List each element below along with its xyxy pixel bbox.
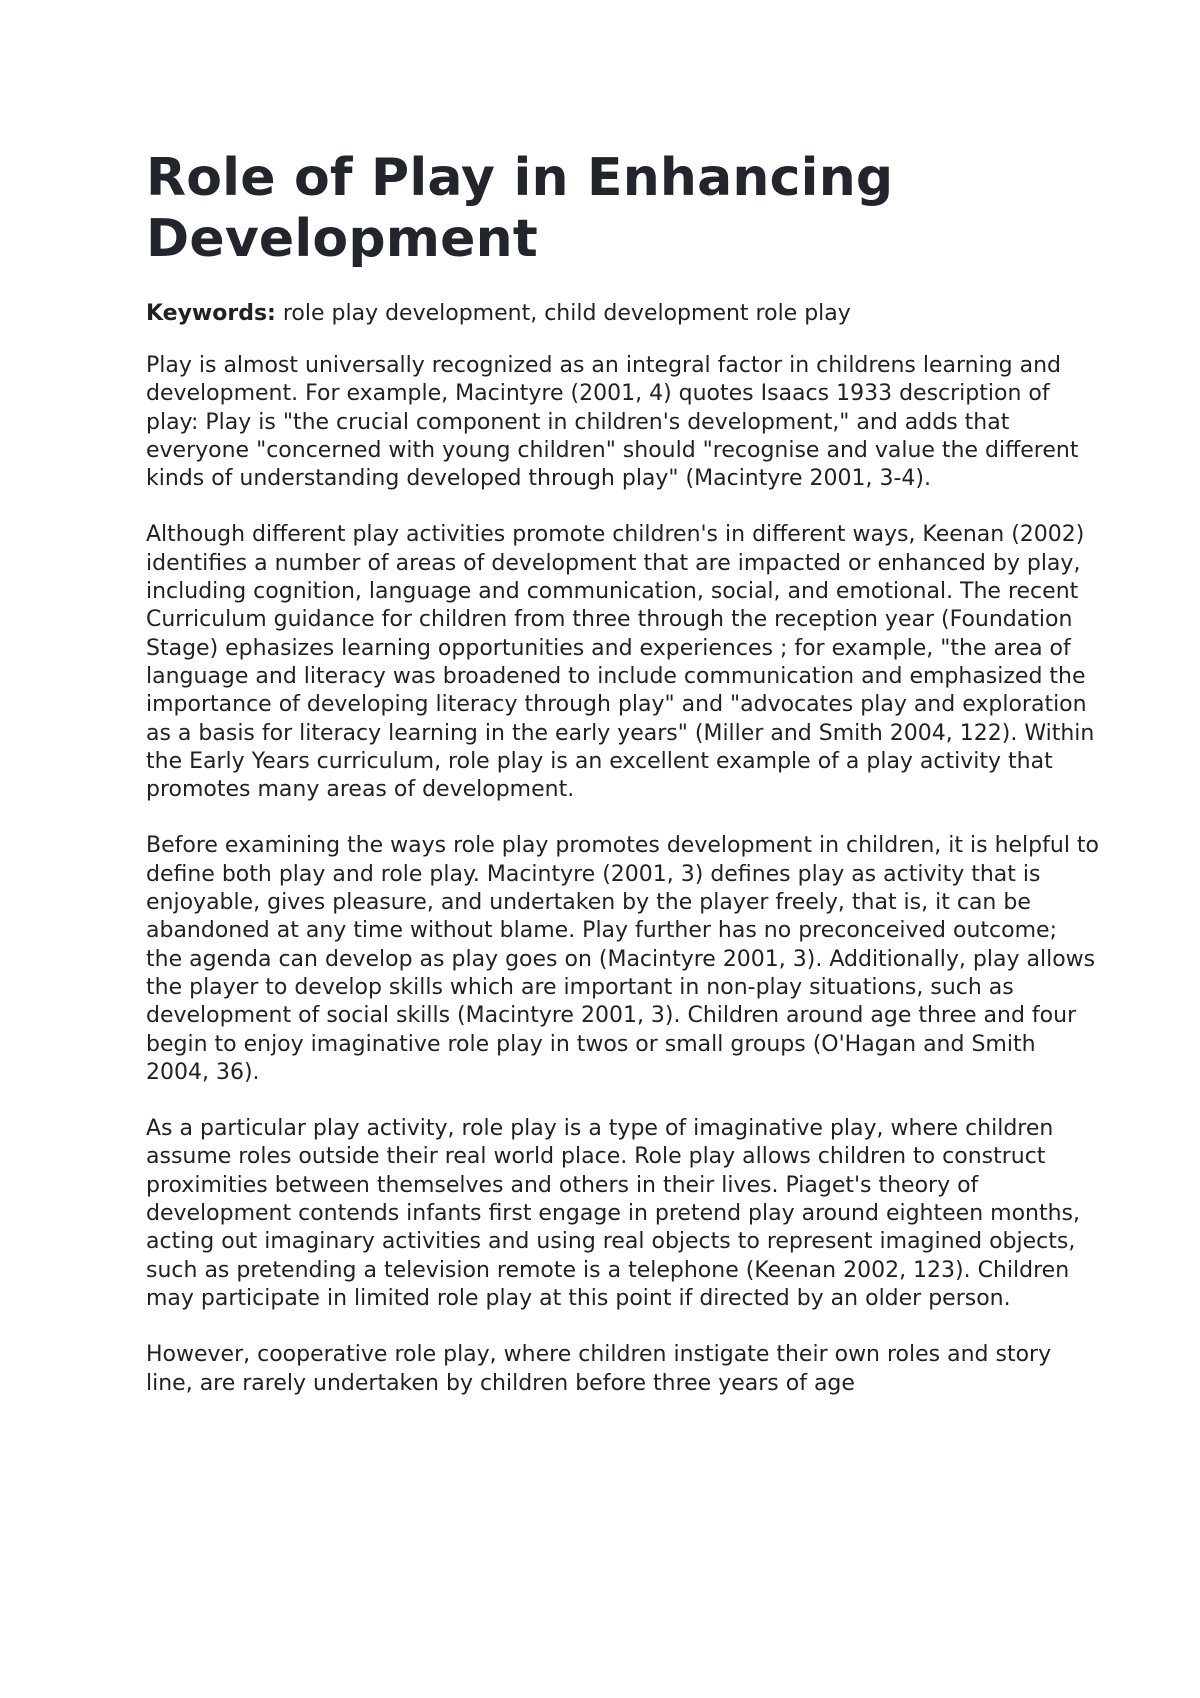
paragraph-4: As a particular play activity, role play is a type of imaginative play, where children assume roles outside their real world place. Role play allows children to construct proximities between themselves and others in their lives. Piaget's theory of development contends infants first engage in pretend play around eighteen months, acting out imaginary activities and using real objects to represent imagined objects, such as pretending a television remote is a telephone (Keenan 2002, 123). Children may participate in limited role play at this point if directed by an older person.	[146, 1116, 1080, 1311]
paragraph-1: Play is almost universally recognized as an integral factor in childrens learning and development. For example, Macintyre (2001, 4) quotes Isaacs 1933 description of play: Play is "the crucial component in children's development," and adds that everyone "concerned with young children" should "recognise and value the different kinds of understanding developed through play" (Macintyre 2001, 3-4).	[146, 353, 1079, 492]
document-body	[146, 352, 1100, 1398]
keywords-value: role play development, child development role play	[275, 301, 851, 326]
keywords-label: Keywords:	[146, 301, 276, 326]
document-title: Role of Play in Enhancing Development	[146, 148, 894, 269]
paragraph-3: Before examining the ways role play promotes development in children, it is helpful to define both play and role play. Macintyre (2001, 3) defines play as activity that is enjoyable, gives pleasure, and undertaken by the player freely, that is, it can be abandoned at any time without blame. Play further has no preconceived outcome; the agenda can develop as play goes on (Macintyre 2001, 3). Additionally, play allows the player to develop skills which are important in non-play situations, such as development of social skills (Macintyre 2001, 3). Children around age three and four begin to enjoy imaginative role play in twos or small groups (O'Hagan and Smith 2004, 36).	[146, 833, 1100, 1085]
paragraph-2: Although different play activities promote children's in different ways, Keenan (2002) identifies a number of areas of development that are impacted or enhanced by play, including cognition, language and communication, social, and emotional. The recent Curriculum guidance for children from three through the reception year (Foundation Stage) ephasizes learning opportunities and experiences ; for example, "the area of language and literacy was broadened to include communication and emphasized the importance of developing literacy through play" and "advocates play and exploration as a basis for literacy learning in the early years" (Miller and Smith 2004, 122). Within the Early Years curriculum, role play is an excellent example of a play activity that promotes many areas of development.	[146, 522, 1095, 803]
keywords-line	[146, 300, 1100, 328]
paragraph-5: However, cooperative role play, where children instigate their own roles and story line, are rarely undertaken by children before three years of age	[146, 1342, 1052, 1396]
